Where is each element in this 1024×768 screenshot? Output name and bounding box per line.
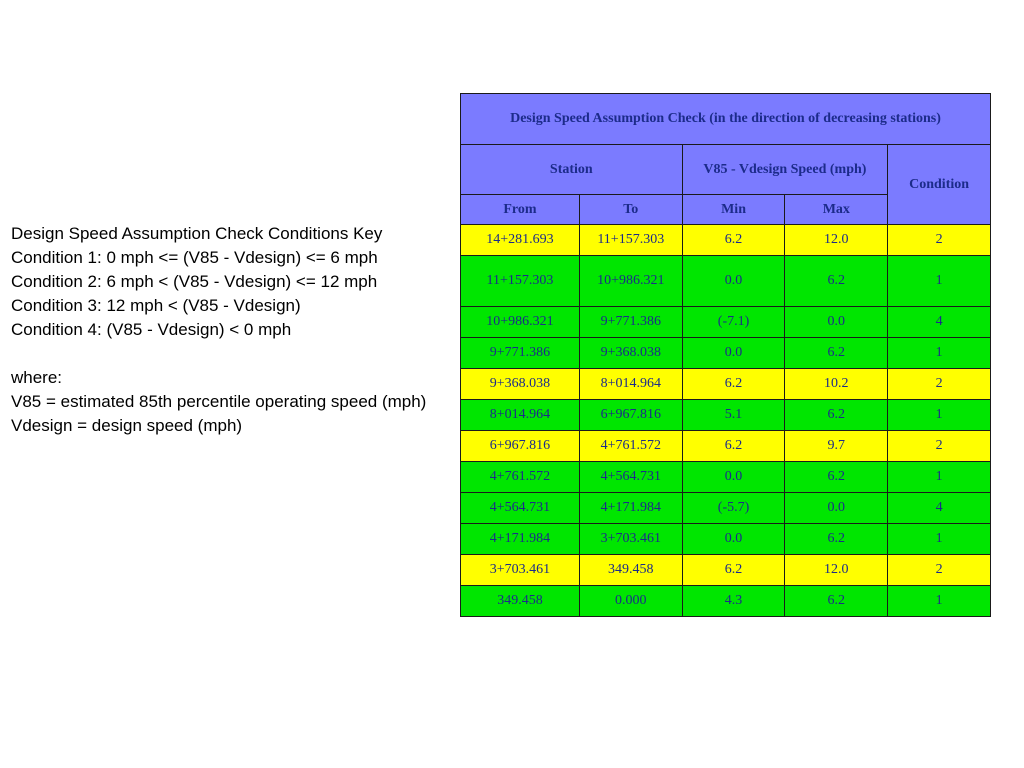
cell-min: 0.0: [682, 462, 785, 493]
header-condition: Condition: [888, 145, 991, 225]
cell-min: 4.3: [682, 586, 785, 617]
cell-min: 6.2: [682, 555, 785, 586]
cell-from: 4+761.572: [461, 462, 580, 493]
key-condition-1: Condition 1: 0 mph <= (V85 - Vdesign) <= 6 mph: [11, 248, 378, 267]
cell-min: 0.0: [682, 256, 785, 307]
cell-from: 349.458: [461, 586, 580, 617]
cell-min: 0.0: [682, 338, 785, 369]
cell-min: 6.2: [682, 431, 785, 462]
cell-max: 0.0: [785, 307, 888, 338]
key-condition-3: Condition 3: 12 mph < (V85 - Vdesign): [11, 296, 301, 315]
cell-from: 6+967.816: [461, 431, 580, 462]
key-definition-v85: V85 = estimated 85th percentile operating speed (mph): [11, 392, 427, 411]
cell-to: 4+171.984: [579, 493, 682, 524]
table-row: [461, 400, 991, 431]
table-row: [461, 493, 991, 524]
cell-max: 6.2: [785, 462, 888, 493]
header-station: Station: [461, 145, 683, 195]
header-speed: V85 - Vdesign Speed (mph): [682, 145, 888, 195]
cell-condition: 2: [888, 555, 991, 586]
table-row: [461, 555, 991, 586]
cell-max: 12.0: [785, 555, 888, 586]
cell-min: 6.2: [682, 369, 785, 400]
cell-to: 8+014.964: [579, 369, 682, 400]
table-row: [461, 338, 991, 369]
cell-min: 0.0: [682, 524, 785, 555]
key-condition-2: Condition 2: 6 mph < (V85 - Vdesign) <= 12 mph: [11, 272, 378, 291]
cell-max: 12.0: [785, 225, 888, 256]
table-row: [461, 369, 991, 400]
cell-from: 3+703.461: [461, 555, 580, 586]
cell-from: 9+368.038: [461, 369, 580, 400]
key-where-label: where:: [11, 368, 63, 387]
table-row: [461, 431, 991, 462]
header-from: From: [461, 195, 580, 225]
table-row: [461, 256, 991, 307]
cell-max: 9.7: [785, 431, 888, 462]
cell-from: 4+564.731: [461, 493, 580, 524]
key-spacer: [11, 342, 451, 366]
cell-from: 10+986.321: [461, 307, 580, 338]
cell-max: 6.2: [785, 586, 888, 617]
cell-to: 9+368.038: [579, 338, 682, 369]
key-definition-vdesign: Vdesign = design speed (mph): [11, 416, 243, 435]
table-row: [461, 586, 991, 617]
table-row: [461, 307, 991, 338]
cell-to: 3+703.461: [579, 524, 682, 555]
cell-min: 5.1: [682, 400, 785, 431]
cell-condition: 4: [888, 307, 991, 338]
cell-from: 8+014.964: [461, 400, 580, 431]
cell-from: 14+281.693: [461, 225, 580, 256]
key-title: Design Speed Assumption Check Conditions Key: [11, 224, 383, 243]
header-min: Min: [682, 195, 785, 225]
cell-to: 0.000: [579, 586, 682, 617]
cell-condition: 1: [888, 400, 991, 431]
cell-min: (-5.7): [682, 493, 785, 524]
cell-max: 0.0: [785, 493, 888, 524]
table-row: [461, 225, 991, 256]
cell-to: 11+157.303: [579, 225, 682, 256]
cell-condition: 1: [888, 586, 991, 617]
cell-from: 9+771.386: [461, 338, 580, 369]
table-row: [461, 524, 991, 555]
cell-condition: 2: [888, 369, 991, 400]
cell-max: 10.2: [785, 369, 888, 400]
cell-min: (-7.1): [682, 307, 785, 338]
cell-condition: 1: [888, 256, 991, 307]
cell-max: 6.2: [785, 338, 888, 369]
key-condition-4: Condition 4: (V85 - Vdesign) < 0 mph: [11, 320, 292, 339]
cell-condition: 2: [888, 225, 991, 256]
cell-max: 6.2: [785, 256, 888, 307]
cell-to: 10+986.321: [579, 256, 682, 307]
cell-from: 11+157.303: [461, 256, 580, 307]
conditions-key: [11, 222, 451, 438]
cell-max: 6.2: [785, 524, 888, 555]
table-row: [461, 462, 991, 493]
cell-to: 9+771.386: [579, 307, 682, 338]
cell-condition: 1: [888, 338, 991, 369]
cell-min: 6.2: [682, 225, 785, 256]
cell-condition: 1: [888, 462, 991, 493]
design-speed-table: [460, 93, 991, 617]
cell-condition: 2: [888, 431, 991, 462]
cell-from: 4+171.984: [461, 524, 580, 555]
cell-to: 349.458: [579, 555, 682, 586]
table-title: Design Speed Assumption Check (in the direction of decreasing stations): [461, 94, 991, 145]
cell-to: 4+761.572: [579, 431, 682, 462]
cell-condition: 1: [888, 524, 991, 555]
cell-to: 6+967.816: [579, 400, 682, 431]
header-max: Max: [785, 195, 888, 225]
header-to: To: [579, 195, 682, 225]
cell-condition: 4: [888, 493, 991, 524]
cell-max: 6.2: [785, 400, 888, 431]
cell-to: 4+564.731: [579, 462, 682, 493]
